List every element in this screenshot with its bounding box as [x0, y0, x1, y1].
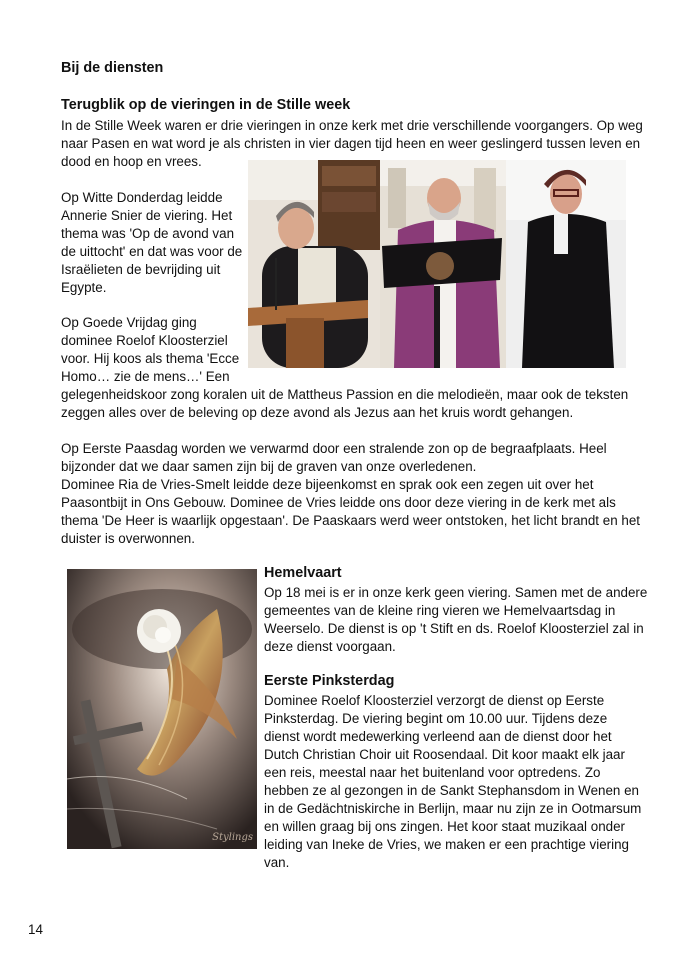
- body-line: en willen graag bij ons zingen. Het koor staat muzikaal onder: [264, 819, 626, 834]
- body-line: Op 18 mei is er in onze kerk geen viering. Samen met de andere: [264, 585, 648, 600]
- body-line: gemeentes van de kleine ring vieren we Hemelvaartsdag in: [264, 603, 616, 618]
- body-line: Israëlieten de bevrijding uit: [61, 262, 221, 277]
- body-line: Op Goede Vrijdag ging: [61, 315, 197, 330]
- body-line: zeggen alles over de beleving op deze avond als Jezus aan het kruis wordt gehangen.: [61, 405, 574, 420]
- body-line: Annerie Snier de viering. Het: [61, 208, 233, 223]
- hemelvaart-title: Hemelvaart: [264, 565, 342, 581]
- body-line: Paasontbijt in Ons Gebouw. Dominee de Vries leidde ons door deze viering in de kerk met als: [61, 495, 616, 510]
- artwork-signature: Stylings: [212, 832, 253, 843]
- body-line: dominee Roelof Kloosterziel: [61, 333, 228, 348]
- section-title: Bij de diensten: [61, 60, 164, 76]
- body-line: Op Witte Donderdag leidde: [61, 190, 223, 205]
- body-line: Egypte.: [61, 280, 107, 295]
- body-line: Op Eerste Paasdag worden we verwarmd door een stralende zon op de begraafplaats. Heel: [61, 441, 607, 456]
- body-line: de uittocht' en dat was voor de: [61, 244, 243, 259]
- body-line: Dutch Christian Choir uit Roosendaal. Dit koor maakt elk jaar: [264, 747, 625, 762]
- body-line: naar Pasen en wat word je als christen in vier dagen tijd heen en weer geslingerd tussen leven en: [61, 136, 641, 151]
- body-line: Homo… zie de mens…' Een: [61, 369, 230, 384]
- body-line: gelegenheidskoor zong koralen uit de Mattheus Passion en die melodieën, maar ook de teksten: [61, 387, 629, 402]
- body-line: thema was 'Op de avond van: [61, 226, 235, 241]
- body-line: hebben ze al gezongen in de Sankt Stephansdom in Wenen en: [264, 783, 639, 798]
- body-line: Dominee Roelof Kloosterziel verzorgt de dienst op Eerste: [264, 693, 605, 708]
- artwork-svg: [67, 569, 257, 849]
- article-title: Terugblik op de vieringen in de Stille week: [61, 97, 351, 113]
- body-line: thema 'De Heer is waarlijk opgestaan'. De Paaskaars werd weer ontstoken, het licht brandt en het: [61, 513, 640, 528]
- body-line: dienst wordt medewerking verleend aan de dienst door het: [264, 729, 612, 744]
- page-number: 14: [28, 922, 43, 937]
- body-line: Pinksterdag. De viering begint om 10.00 uur. Tijdens deze: [264, 711, 608, 726]
- ministers-collage-photo: [248, 160, 626, 368]
- body-line: dood en hoop en vrees.: [61, 154, 202, 169]
- body-line: deze dienst voorgaan.: [264, 639, 396, 654]
- body-line: leiding van Ineke de Vries, we maken er een prachtige viering: [264, 837, 629, 852]
- body-line: duister is overwonnen.: [61, 531, 195, 546]
- body-line: Weerselo. De dienst is op 't Stift en ds. Roelof Kloosterziel zal in: [264, 621, 644, 636]
- pinksteren-title: Eerste Pinksterdag: [264, 673, 395, 689]
- collage-svg: [248, 160, 626, 368]
- pentecost-artwork-image: [67, 569, 257, 849]
- body-line: in de Gedächtniskirche in Berlijn, maar nu zijn ze in Ootmarsum: [264, 801, 642, 816]
- body-line: Dominee Ria de Vries-Smelt leidde deze bijeenkomst en sprak ook een zegen uit over het: [61, 477, 594, 492]
- body-line: voor. Hij koos als thema 'Ecce: [61, 351, 240, 366]
- body-line: een reis, meestal naar het buitenland voor optredens. Zo: [264, 765, 601, 780]
- body-line: In de Stille Week waren er drie vieringen in onze kerk met drie verschillende voorgangers. Op weg: [61, 118, 643, 133]
- body-line: van.: [264, 855, 290, 870]
- body-line: bijzonder dat we daar samen zijn bij de graven van onze overledenen.: [61, 459, 477, 474]
